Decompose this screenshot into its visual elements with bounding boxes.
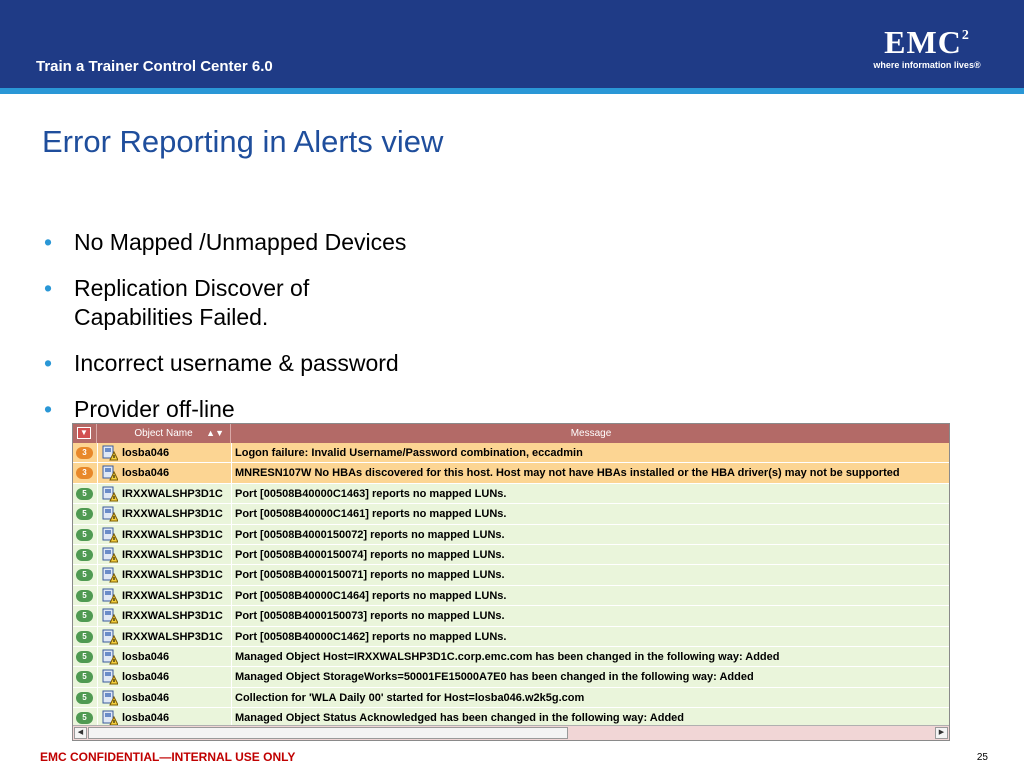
table-header [73,424,949,443]
header-divider [0,88,1024,94]
scrollbar-thumb[interactable] [88,727,568,739]
host-warning-icon [102,649,118,665]
message-cell: Managed Object StorageWorks=50001FE15000A7E0 has been changed in the following way: Added [231,667,950,687]
table-row[interactable] [73,525,949,545]
sort-descending-icon[interactable]: ▲▼ [206,428,224,438]
bullet-text: Incorrect username & password [74,350,399,376]
severity-cell [73,504,97,524]
severity-badge: 5 [76,692,93,704]
severity-badge: 5 [76,549,93,561]
table-row[interactable] [73,647,949,667]
severity-cell [73,484,97,504]
bullet-dot-icon: • [44,275,53,301]
object-name-text: losba046 [122,447,170,459]
table-row[interactable] [73,545,949,565]
message-cell: Port [00508B40000C1462] reports no mapped LUNs. [231,627,950,647]
severity-badge: 5 [76,610,93,622]
severity-cell [73,606,97,626]
host-warning-icon [102,629,118,645]
object-name-cell [97,463,231,483]
horizontal-scrollbar[interactable] [73,725,949,740]
host-warning-icon [102,445,118,461]
host-warning-icon [102,588,118,604]
object-name-cell [97,647,231,667]
column-label-message: Message [570,428,612,439]
severity-badge: 3 [76,467,93,479]
object-name-cell [97,586,231,606]
object-name-cell [97,545,231,565]
object-name-text: IRXXWALSHP3D1C [122,630,223,643]
host-warning-icon [102,710,118,726]
course-title: Train a Trainer Control Center 6.0 [36,58,273,75]
message-cell: Port [00508B4000150074] reports no mapped LUNs. [231,545,950,565]
severity-cell [73,627,97,647]
object-name-cell [97,688,231,708]
severity-badge: 5 [76,671,93,683]
object-name-cell [97,443,231,463]
severity-badge: 5 [76,712,93,724]
message-cell: Port [00508B4000150073] reports no mapped LUNs. [231,606,950,626]
severity-badge: 5 [76,529,93,541]
host-warning-icon [102,506,118,522]
header-cell-severity[interactable] [73,424,97,443]
object-name-cell [97,667,231,687]
host-warning-icon [102,669,118,685]
severity-badge: 5 [76,488,93,500]
object-name-text: IRXXWALSHP3D1C [122,610,223,623]
scroll-right-icon[interactable]: ▶ [935,727,948,739]
severity-cell [73,463,97,483]
severity-cell [73,688,97,708]
message-cell: Managed Object Host=IRXXWALSHP3D1C.corp.emc.com has been changed in the following way: Added [231,647,950,667]
message-cell: Port [00508B40000C1461] reports no mapped LUNs. [231,504,950,524]
table-row[interactable] [73,484,949,504]
severity-badge: 5 [76,569,93,581]
bullet-item [44,349,406,378]
object-name-text: losba046 [122,467,170,480]
object-name-text: IRXXWALSHP3D1C [122,569,223,582]
logo-tagline: where information lives® [873,60,981,70]
severity-badge: 5 [76,631,93,643]
host-warning-icon [102,690,118,706]
scroll-left-icon[interactable]: ◀ [74,727,87,739]
host-warning-icon [102,547,118,563]
object-name-text: IRXXWALSHP3D1C [122,508,223,521]
object-name-text: IRXXWALSHP3D1C [122,589,223,602]
message-cell: Port [00508B40000C1463] reports no mapped LUNs. [231,484,950,504]
object-name-cell [97,565,231,585]
object-name-cell [97,606,231,626]
bullet-dot-icon: • [44,396,53,422]
header-cell-message[interactable] [231,424,950,443]
bullet-dot-icon: • [44,229,53,255]
confidential-notice: EMC CONFIDENTIAL—INTERNAL USE ONLY [40,750,296,764]
object-name-cell [97,525,231,545]
object-name-cell [97,484,231,504]
message-cell: Collection for 'WLA Daily 00' started for Host=losba046.w2k5g.com [231,688,950,708]
logo-superscript: 2 [961,28,970,43]
table-row[interactable] [73,688,949,708]
logo-word: EMC [884,24,962,60]
table-row[interactable] [73,606,949,626]
slide-title: Error Reporting in Alerts view [42,124,444,159]
table-row[interactable] [73,443,949,463]
bullet-text: No Mapped /Unmapped Devices [74,229,407,255]
alerts-table[interactable] [72,423,950,741]
bullet-dot-icon: • [44,350,53,376]
message-cell: Managed Object Status Acknowledged has been changed in the following way: Added [231,708,950,728]
bullet-list [44,228,406,441]
severity-sort-icon[interactable]: ▼ [77,427,91,439]
table-body [73,443,949,728]
severity-cell [73,667,97,687]
object-name-text: losba046 [122,712,170,725]
message-cell: Port [00508B4000150072] reports no mapped LUNs. [231,525,950,545]
object-name-cell [97,504,231,524]
object-name-text: IRXXWALSHP3D1C [122,528,223,541]
bullet-item [44,228,406,257]
table-row[interactable] [73,504,949,524]
severity-cell [73,443,97,463]
host-warning-icon [102,465,118,481]
bullet-item [44,395,406,424]
host-warning-icon [102,486,118,502]
object-name-text: losba046 [122,650,170,663]
message-cell: Port [00508B4000150071] reports no mapped LUNs. [231,565,950,585]
bullet-text: Replication Discover of Capabilities Failed. [74,275,310,330]
table-row[interactable] [73,586,949,606]
severity-cell [73,647,97,667]
bullet-text: Provider off-line [74,396,235,422]
host-warning-icon [102,567,118,583]
message-cell: MNRESN107W No HBAs discovered for this host. Host may not have HBAs installed or the HBA driver(s) may not be supported [231,463,950,483]
severity-cell [73,545,97,565]
header-cell-object-name[interactable] [97,424,231,443]
slide-header [0,0,1024,88]
table-row[interactable] [73,565,949,585]
object-name-text: IRXXWALSHP3D1C [122,548,223,561]
message-cell: Logon failure: Invalid Username/Password combination, eccadmin [231,443,950,463]
object-name-cell [97,627,231,647]
severity-cell [73,565,97,585]
object-name-text: IRXXWALSHP3D1C [122,487,223,500]
bullet-item [44,274,406,332]
severity-badge: 5 [76,590,93,602]
object-name-text: losba046 [122,671,170,684]
object-name-text: losba046 [122,691,170,704]
severity-cell [73,586,97,606]
host-warning-icon [102,527,118,543]
table-row[interactable] [73,667,949,687]
severity-badge: 5 [76,651,93,663]
column-label-object-name: Object Name [134,428,193,439]
emc-logo [862,20,992,72]
severity-badge: 5 [76,508,93,520]
table-row[interactable] [73,627,949,647]
host-warning-icon [102,608,118,624]
page-number: 25 [976,752,988,763]
table-row[interactable] [73,463,949,483]
severity-badge: 3 [76,447,93,459]
severity-cell [73,525,97,545]
message-cell: Port [00508B40000C1464] reports no mapped LUNs. [231,586,950,606]
